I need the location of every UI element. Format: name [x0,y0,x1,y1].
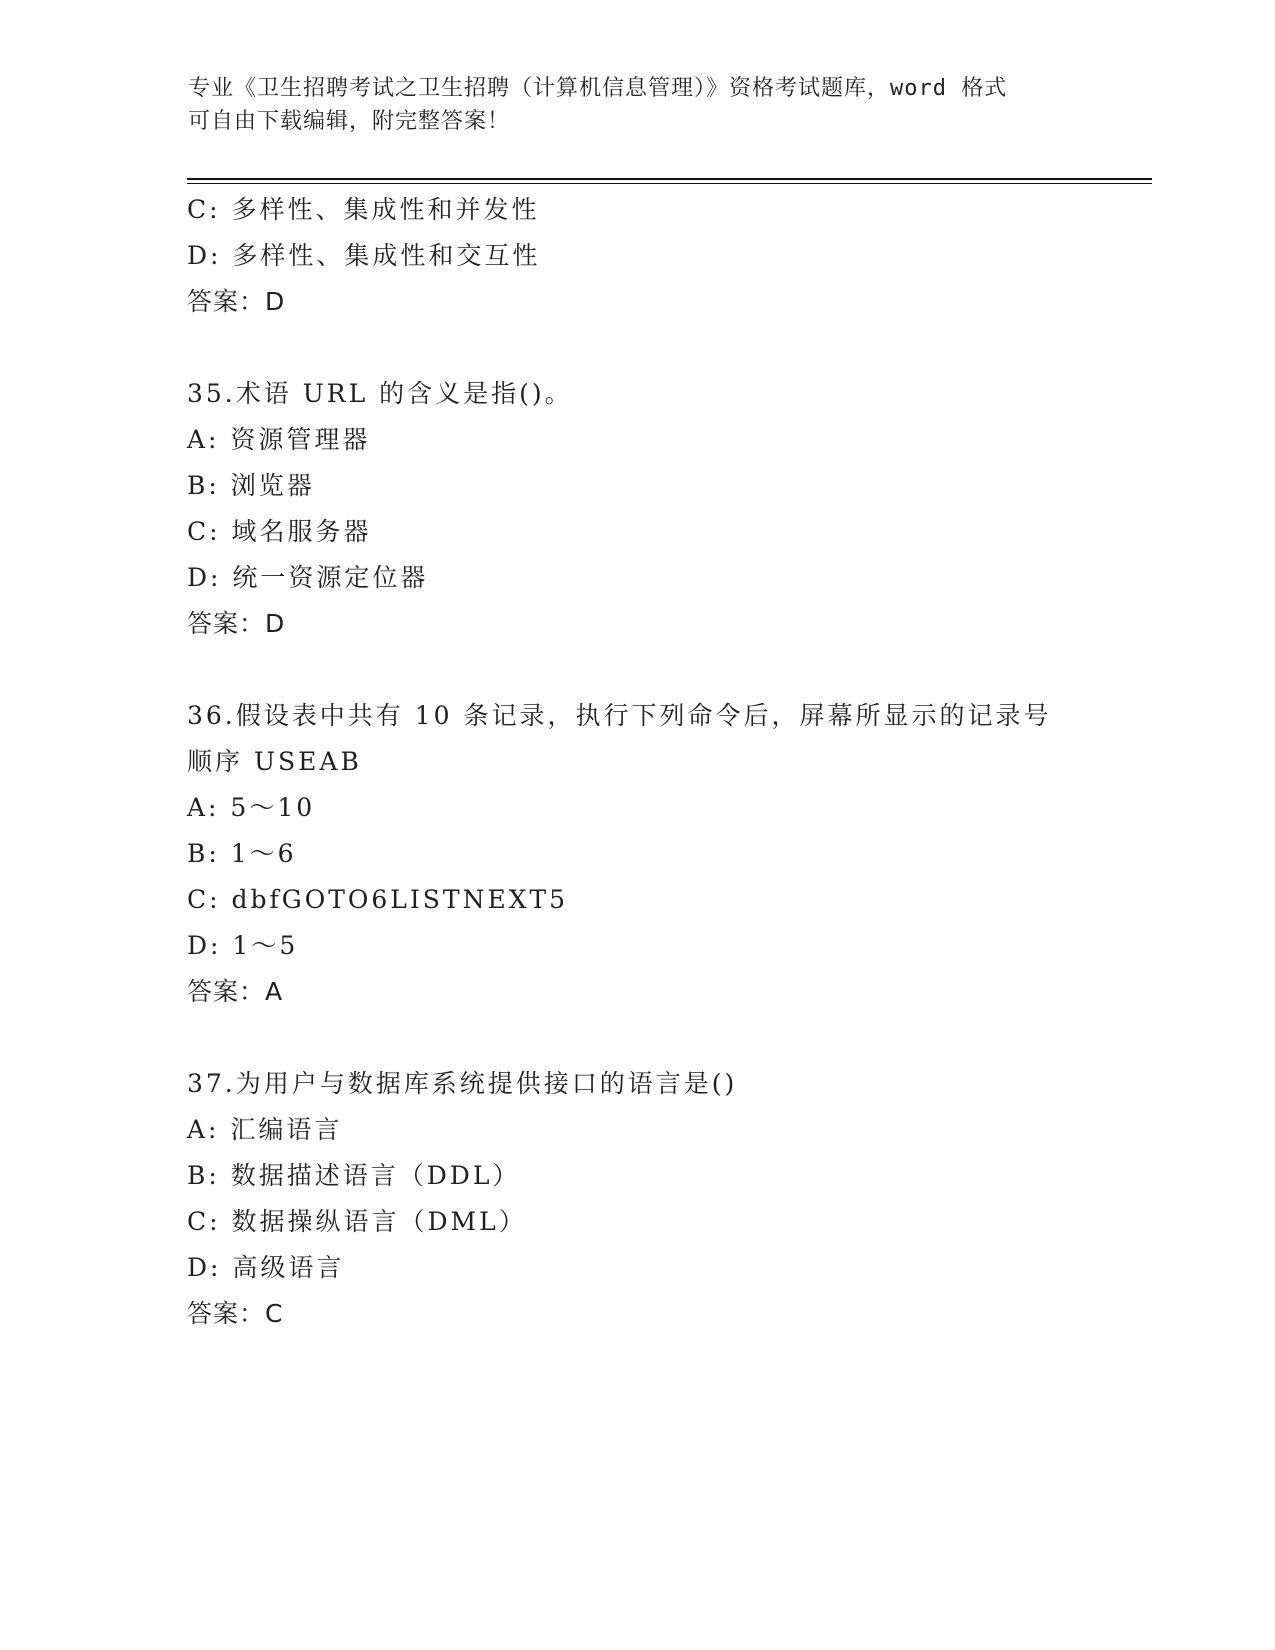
option-b: B: 数据描述语言（DDL） [187,1161,521,1190]
answer-line: 答案：A [187,977,284,1006]
answer-line: 答案：C [187,1299,284,1328]
option-d: D: 高级语言 [187,1253,345,1282]
option-d: D: 1～5 [187,931,299,960]
option-c: C: 数据操纵语言（DML） [187,1207,527,1236]
answer-line: 答案：D [187,609,286,638]
option-b: B: 浏览器 [187,471,315,500]
question-stem: 35.术语 URL 的含义是指()。 [187,379,573,408]
question-list [187,187,1087,1337]
header-divider-thin [187,183,1152,184]
header-line-1: 专业《卫生招聘考试之卫生招聘（计算机信息管理）》资格考试题库，word 格式 [188,76,1008,101]
question-35 [187,371,1087,647]
question-34-continued [187,187,1087,325]
option-a: A: 汇编语言 [187,1115,343,1144]
header-divider-thick [187,178,1152,180]
answer-line: 答案：D [187,287,286,316]
option-d: D: 统一资源定位器 [187,563,429,592]
question-37 [187,1061,1087,1337]
question-spacer [187,647,1087,693]
question-stem-continued: 顺序 USEAB [187,747,362,776]
option-d: D: 多样性、集成性和交互性 [187,241,541,270]
question-spacer [187,325,1087,371]
option-a: A: 资源管理器 [187,425,371,454]
option-c: C: dbfGOTO6LISTNEXT5 [187,885,569,914]
option-c: C: 多样性、集成性和并发性 [187,195,540,224]
option-b: B: 1～6 [187,839,297,868]
option-a: A: 5～10 [187,793,316,822]
header-line-2: 可自由下载编辑，附完整答案！ [188,109,511,134]
option-c: C: 域名服务器 [187,517,372,546]
question-spacer [187,1015,1087,1061]
document-header [188,72,1068,138]
question-stem: 36.假设表中共有 10 条记录，执行下列命令后，屏幕所显示的记录号 [187,701,1052,730]
question-36 [187,693,1087,1015]
question-stem: 37.为用户与数据库系统提供接口的语言是() [187,1069,738,1098]
